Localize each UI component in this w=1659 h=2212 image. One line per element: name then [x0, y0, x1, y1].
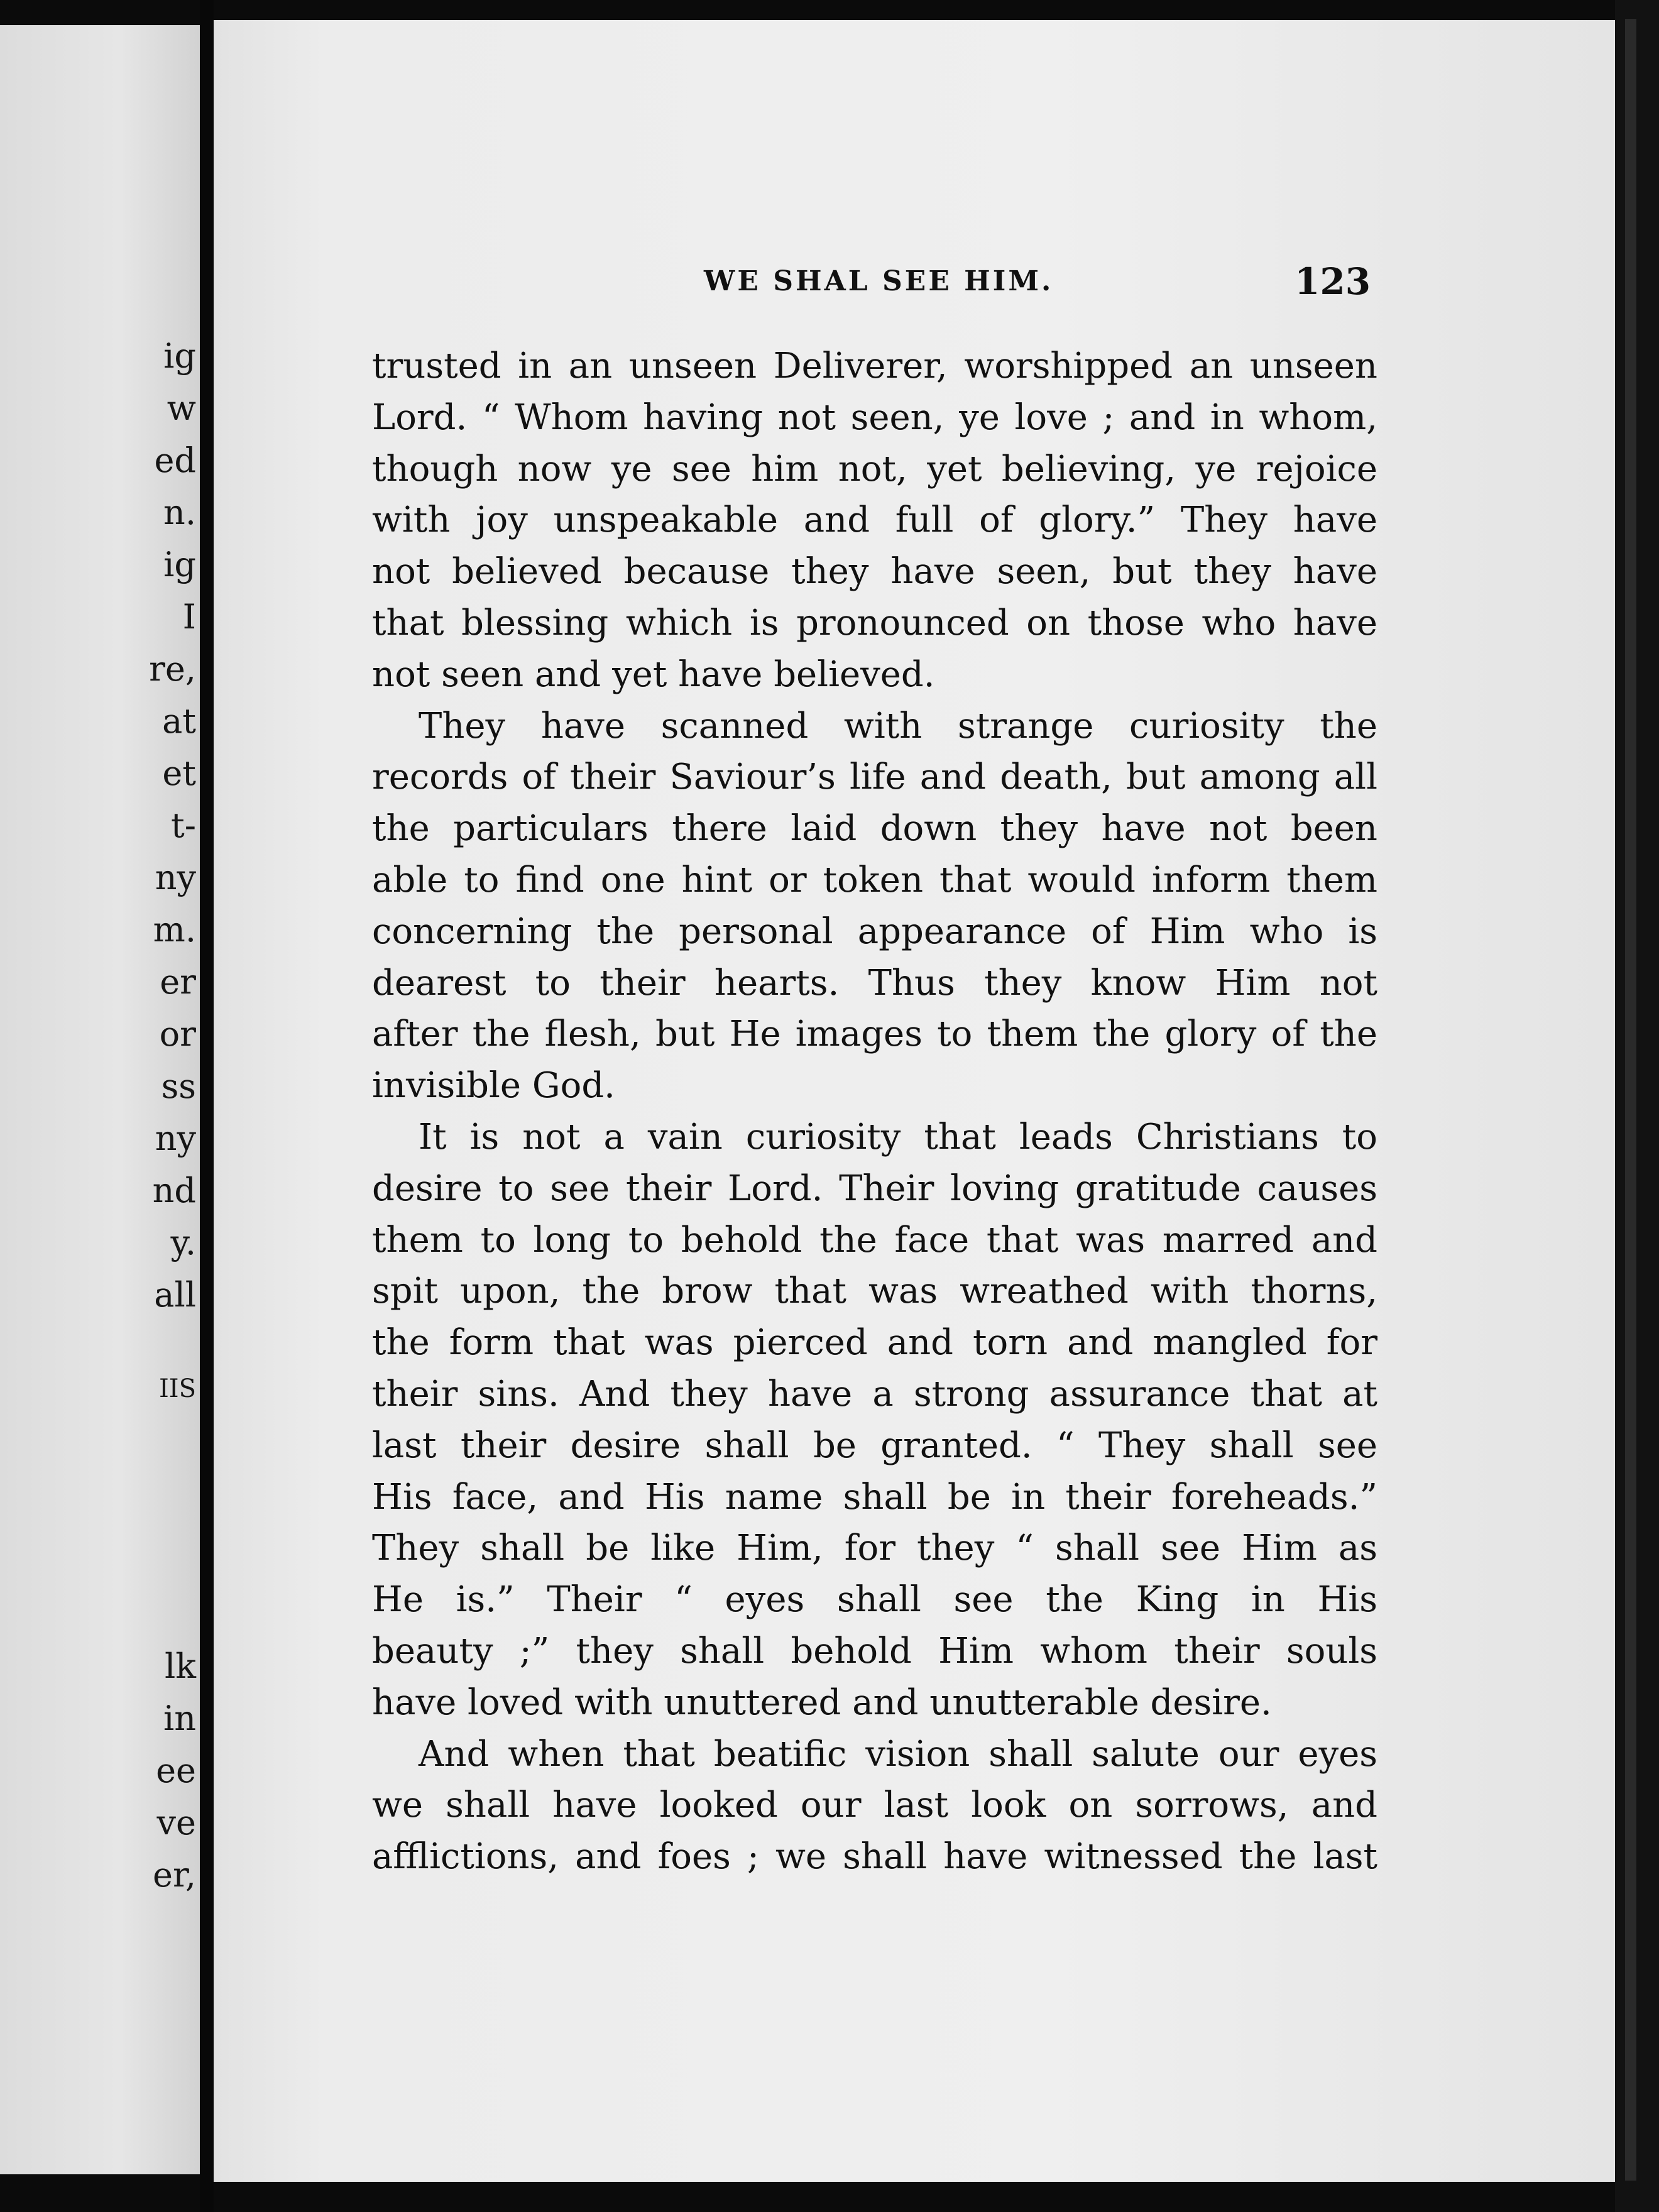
page-header — [214, 260, 1615, 304]
left-page-fragment: et — [162, 753, 196, 793]
text-line: And when that beatific vision shall salute our eyes — [419, 1733, 1377, 1775]
left-page-fragment: all — [154, 1275, 196, 1315]
left-page-fragment: or — [159, 1014, 196, 1054]
book-gutter — [200, 0, 214, 2212]
left-page-fragment: er, — [152, 1855, 196, 1895]
left-page-fragment: w — [167, 388, 196, 428]
page-stack-edge — [1625, 19, 1636, 2181]
left-page-fragment: ve — [156, 1803, 196, 1842]
left-page-fragment: at — [162, 701, 196, 741]
left-page-fragment: er — [160, 962, 196, 1002]
text-line: the particulars there laid down they have not been — [372, 808, 1377, 850]
text-line: have loved with unuttered and unutterable desire. — [372, 1682, 1272, 1723]
text-line: dearest to their hearts. Thus they know Him not — [372, 962, 1377, 1004]
left-page-fragment: ig — [163, 336, 196, 376]
text-line: He is.” Their “ eyes shall see the King in His — [372, 1579, 1377, 1621]
text-line: spit upon, the brow that was wreathed with thorns, — [372, 1271, 1377, 1312]
text-line: trusted in an unseen Deliverer, worshipped an unseen — [372, 346, 1377, 386]
text-line: with joy unspeakable and full of glory.” They have — [372, 500, 1377, 541]
text-line: desire to see their Lord. Their loving gratitude causes — [372, 1168, 1377, 1209]
previous-page-edge — [0, 25, 200, 2174]
left-page-fragment: re, — [149, 649, 196, 689]
book-page — [214, 20, 1615, 2182]
left-page-fragment: nd — [152, 1171, 196, 1210]
text-line: after the flesh, but He images to them the glory of the — [372, 1014, 1377, 1055]
left-page-fragment: n. — [163, 493, 196, 532]
text-line: last their desire shall be granted. “ They shall see — [372, 1425, 1377, 1466]
left-page-fragment: ss — [161, 1066, 196, 1106]
paragraph — [372, 1729, 1377, 1883]
page-number: 123 — [1295, 260, 1371, 303]
text-line: concerning the personal appearance of Him who is — [372, 911, 1377, 952]
text-line: Lord. “ Whom having not seen, ye love ; and in whom, — [372, 397, 1377, 438]
text-line: invisible God. — [372, 1065, 615, 1107]
text-line: It is not a vain curiosity that leads Christians to — [419, 1116, 1377, 1158]
running-title: WE SHAL SEE HIM. — [704, 265, 1054, 297]
text-line: them to long to behold the face that was marred and — [372, 1219, 1377, 1261]
left-page-fragment: ig — [163, 545, 196, 584]
left-page-fragment: in — [163, 1699, 196, 1738]
left-page-fragment: y. — [170, 1223, 196, 1262]
text-line: They shall be like Him, for they “ shall see Him as — [372, 1528, 1377, 1569]
text-line: their sins. And they have a strong assurance that at — [372, 1373, 1377, 1415]
left-page-fragment: I — [182, 597, 196, 637]
text-line: not believed because they have seen, but they have — [372, 551, 1377, 593]
text-line: though now ye see him not, yet believing, ye rejoice — [372, 448, 1377, 490]
text-line: the form that was pierced and torn and mangled for — [372, 1322, 1377, 1364]
left-page-fragment: ed — [154, 441, 196, 480]
left-page-fragment: t- — [171, 806, 196, 845]
body-text — [372, 341, 1377, 1883]
text-line: that blessing which is pronounced on those who have — [372, 602, 1377, 643]
left-page-fragment: ny — [155, 858, 196, 897]
right-book-edge — [1615, 0, 1659, 2212]
text-line: able to find one hint or token that would inform them — [372, 859, 1377, 901]
text-line: beauty ;” they shall behold Him whom their souls — [372, 1630, 1377, 1672]
text-line: we shall have looked our last look on sorrows, and — [372, 1785, 1377, 1826]
text-line: They have scanned with strange curiosity the — [419, 705, 1377, 747]
left-page-fragment: ny — [155, 1119, 196, 1158]
text-line: not seen and yet have believed. — [372, 654, 935, 695]
text-line: records of their Saviour’s life and death, but among all — [372, 757, 1377, 798]
paragraph — [372, 341, 1377, 701]
text-line: His face, and His name shall be in their foreheads.” — [372, 1476, 1377, 1518]
left-page-fragment: m. — [153, 910, 196, 950]
left-page-fragment: lk — [165, 1646, 196, 1686]
text-line: afflictions, and foes ; we shall have witnessed the last — [372, 1836, 1377, 1878]
paragraph — [372, 1112, 1377, 1729]
left-page-fragment: IIS — [158, 1374, 196, 1403]
left-page-fragment: ee — [156, 1751, 196, 1790]
paragraph — [372, 701, 1377, 1112]
